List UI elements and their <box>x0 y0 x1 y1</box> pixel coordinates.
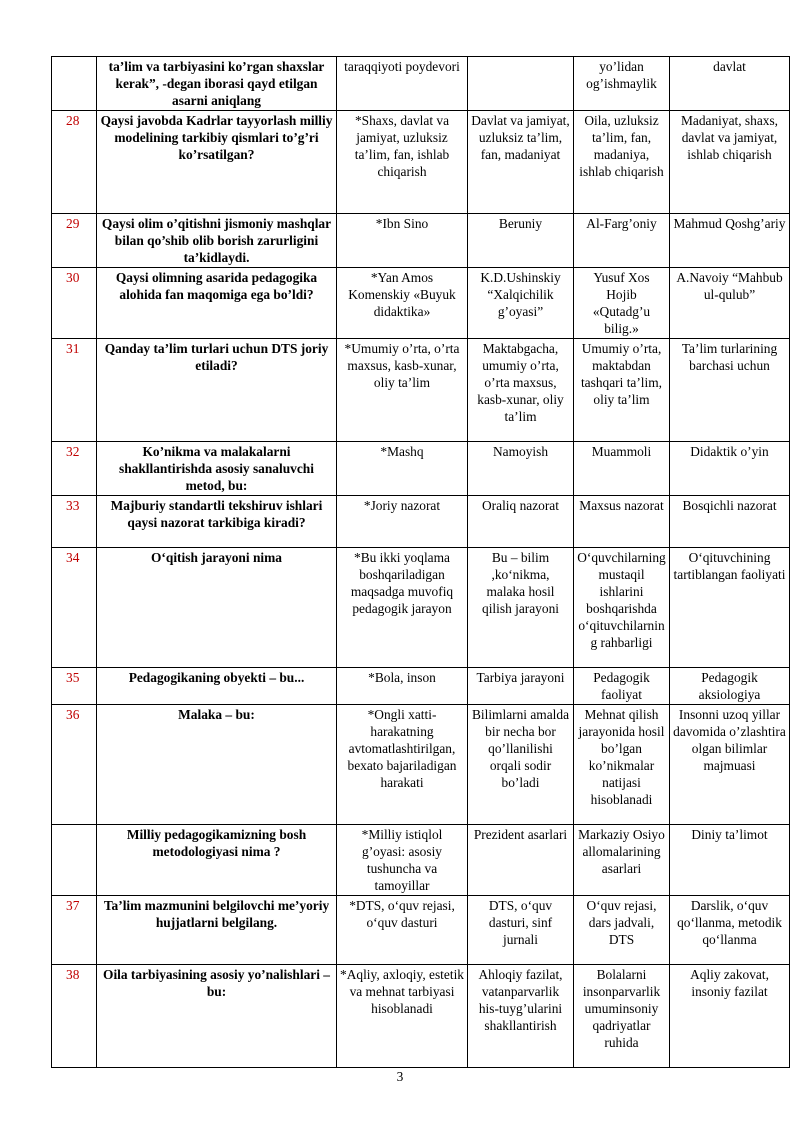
table-row <box>52 339 790 442</box>
answer-option-b: Bu – bilim ,ko‘nikma, malaka hosil qilish jarayoni <box>468 548 574 668</box>
test-table-container <box>51 56 789 1068</box>
question-text: Milliy pedagogikamizning bosh metodologiyasi nima ? <box>97 825 337 896</box>
answer-option-c: yo’lidan og’ishmaylik <box>574 57 670 111</box>
answer-option-d: Bosqichli nazorat <box>670 496 790 548</box>
answer-option-b: K.D.Ushinskiy “Xalqichilik g’oyasi” <box>468 268 574 339</box>
answer-option-b: Beruniy <box>468 214 574 268</box>
question-text: Qaysi olimning asarida pedagogika alohida fan maqomiga ega bo’ldi? <box>97 268 337 339</box>
answer-option-c: Umumiy o’rta, maktabdan tashqari ta’lim, oliy ta’lim <box>574 339 670 442</box>
question-number: 37 <box>52 896 97 965</box>
answer-option-c: Markaziy Osiyo allomalarining asarlari <box>574 825 670 896</box>
table-row <box>52 57 790 111</box>
answer-option-b: Bilimlarni amalda bir necha bor qo’llanilishi orqali sodir bo’ladi <box>468 705 574 825</box>
answer-option-b: Prezident asarlari <box>468 825 574 896</box>
question-text: Oila tarbiyasining asosiy yo’nalishlari – bu: <box>97 965 337 1068</box>
answer-correct: *Umumiy o’rta, o’rta maxsus, kasb-xunar, oliy ta’lim <box>337 339 468 442</box>
question-number <box>52 825 97 896</box>
answer-option-d: Darslik, o‘quv qo‘llanma, metodik qo‘llanma <box>670 896 790 965</box>
answer-option-d: Didaktik o’yin <box>670 442 790 496</box>
table-row <box>52 268 790 339</box>
answer-option-c: Bolalarni insonparvarlik umuminsoniy qadriyatlar ruhida <box>574 965 670 1068</box>
answer-correct: *Shaxs, davlat va jamiyat, uzluksiz ta’lim, fan, ishlab chiqarish <box>337 111 468 214</box>
answer-option-c: Pedagogik faoliyat <box>574 668 670 705</box>
question-number <box>52 57 97 111</box>
answer-option-b: Tarbiya jarayoni <box>468 668 574 705</box>
answer-option-b: Namoyish <box>468 442 574 496</box>
answer-option-b: DTS, o‘quv dasturi, sinf jurnali <box>468 896 574 965</box>
answer-correct: *Milliy istiqlol g’oyasi: asosiy tushuncha va tamoyillar <box>337 825 468 896</box>
answer-option-c: Al-Farg’oniy <box>574 214 670 268</box>
question-text: Ko’nikma va malakalarni shakllantirishda asosiy sanaluvchi metod, bu: <box>97 442 337 496</box>
question-text: Majburiy standartli tekshiruv ishlari qaysi nazorat tarkibiga kiradi? <box>97 496 337 548</box>
answer-option-c: Yusuf Xos Hojib «Qutadg’u bilig.» <box>574 268 670 339</box>
question-number: 36 <box>52 705 97 825</box>
answer-correct: *Ibn Sino <box>337 214 468 268</box>
answer-correct: *Bu ikki yoqlama boshqariladigan maqsadga muvofiq pedagogik jarayon <box>337 548 468 668</box>
answer-correct: *Ongli xatti-harakatning avtomatlashtirilgan, bexato bajariladigan harakati <box>337 705 468 825</box>
answer-option-b: Oraliq nazorat <box>468 496 574 548</box>
question-text: O‘qitish jarayoni nima <box>97 548 337 668</box>
question-number: 28 <box>52 111 97 214</box>
answer-correct: taraqqiyoti poydevori <box>337 57 468 111</box>
answer-option-d: O‘qituvchining tartiblangan faoliyati <box>670 548 790 668</box>
table-row <box>52 548 790 668</box>
answer-option-c: Oila, uzluksiz ta’lim, fan, madaniya, ishlab chiqarish <box>574 111 670 214</box>
answer-correct: *Bola, inson <box>337 668 468 705</box>
answer-option-d: Diniy ta’limot <box>670 825 790 896</box>
question-text: ta’lim va tarbiyasini ko’rgan shaxslar kerak”, -degan iborasi qayd etilgan asarni aniqlang <box>97 57 337 111</box>
answer-option-d: Pedagogik aksiologiya <box>670 668 790 705</box>
answer-option-d: Ta’lim turlarining barchasi uchun <box>670 339 790 442</box>
question-text: Qaysi javobda Kadrlar tayyorlash milliy modelining tarkibiy qismlari to’g’ri ko’rsatilgan? <box>97 111 337 214</box>
table-row <box>52 214 790 268</box>
answer-option-c: Mehnat qilish jarayonida hosil bo’lgan ko’nikmalar natijasi hisoblanadi <box>574 705 670 825</box>
question-number: 38 <box>52 965 97 1068</box>
question-text: Qanday ta’lim turlari uchun DTS joriy etiladi? <box>97 339 337 442</box>
table-row <box>52 668 790 705</box>
question-number: 32 <box>52 442 97 496</box>
table-row <box>52 111 790 214</box>
question-text: Pedagogikaning obyekti – bu... <box>97 668 337 705</box>
table-row <box>52 705 790 825</box>
answer-correct: *Yan Amos Komenskiy «Buyuk didaktika» <box>337 268 468 339</box>
answer-option-b <box>468 57 574 111</box>
question-number: 33 <box>52 496 97 548</box>
answer-correct: *Aqliy, axloqiy, estetik va mehnat tarbiyasi hisoblanadi <box>337 965 468 1068</box>
question-text: Malaka – bu: <box>97 705 337 825</box>
answer-option-c: O‘quv rejasi, dars jadvali, DTS <box>574 896 670 965</box>
question-number: 30 <box>52 268 97 339</box>
answer-option-b: Davlat va jamiyat, uzluksiz ta’lim, fan, madaniyat <box>468 111 574 214</box>
question-number: 29 <box>52 214 97 268</box>
answer-option-c: O‘quvchilarning mustaqil ishlarini boshqarishda o‘qituvchilarning rahbarligi <box>574 548 670 668</box>
question-number: 31 <box>52 339 97 442</box>
answer-correct: *DTS, o‘quv rejasi, o‘quv dasturi <box>337 896 468 965</box>
answer-option-d: A.Navoiy “Mahbub ul-qulub” <box>670 268 790 339</box>
answer-option-c: Muammoli <box>574 442 670 496</box>
question-text: Qaysi olim o’qitishni jismoniy mashqlar bilan qo’shib olib borish zarurligini ta’kidlaydi. <box>97 214 337 268</box>
answer-option-c: Maxsus nazorat <box>574 496 670 548</box>
answer-option-d: Madaniyat, shaxs, davlat va jamiyat, ishlab chiqarish <box>670 111 790 214</box>
question-text: Ta’lim mazmunini belgilovchi me’yoriy hujjatlarni belgilang. <box>97 896 337 965</box>
answer-option-d: davlat <box>670 57 790 111</box>
question-number: 34 <box>52 548 97 668</box>
table-row <box>52 965 790 1068</box>
table-row <box>52 442 790 496</box>
table-row <box>52 496 790 548</box>
table-row <box>52 825 790 896</box>
question-number: 35 <box>52 668 97 705</box>
answer-option-b: Maktabgacha, umumiy o’rta, o’rta maxsus, kasb-xunar, oliy ta’lim <box>468 339 574 442</box>
test-questions-table <box>51 56 790 1068</box>
answer-option-b: Ahloqiy fazilat, vatanparvarlik his-tuyg’ularini shakllantirish <box>468 965 574 1068</box>
answer-option-d: Mahmud Qoshg’ariy <box>670 214 790 268</box>
page-number: 3 <box>396 1069 404 1084</box>
answer-option-d: Insonni uzoq yillar davomida o’zlashtira olgan bilimlar majmuasi <box>670 705 790 825</box>
table-row <box>52 896 790 965</box>
answer-correct: *Mashq <box>337 442 468 496</box>
answer-correct: *Joriy nazorat <box>337 496 468 548</box>
answer-option-d: Aqliy zakovat, insoniy fazilat <box>670 965 790 1068</box>
